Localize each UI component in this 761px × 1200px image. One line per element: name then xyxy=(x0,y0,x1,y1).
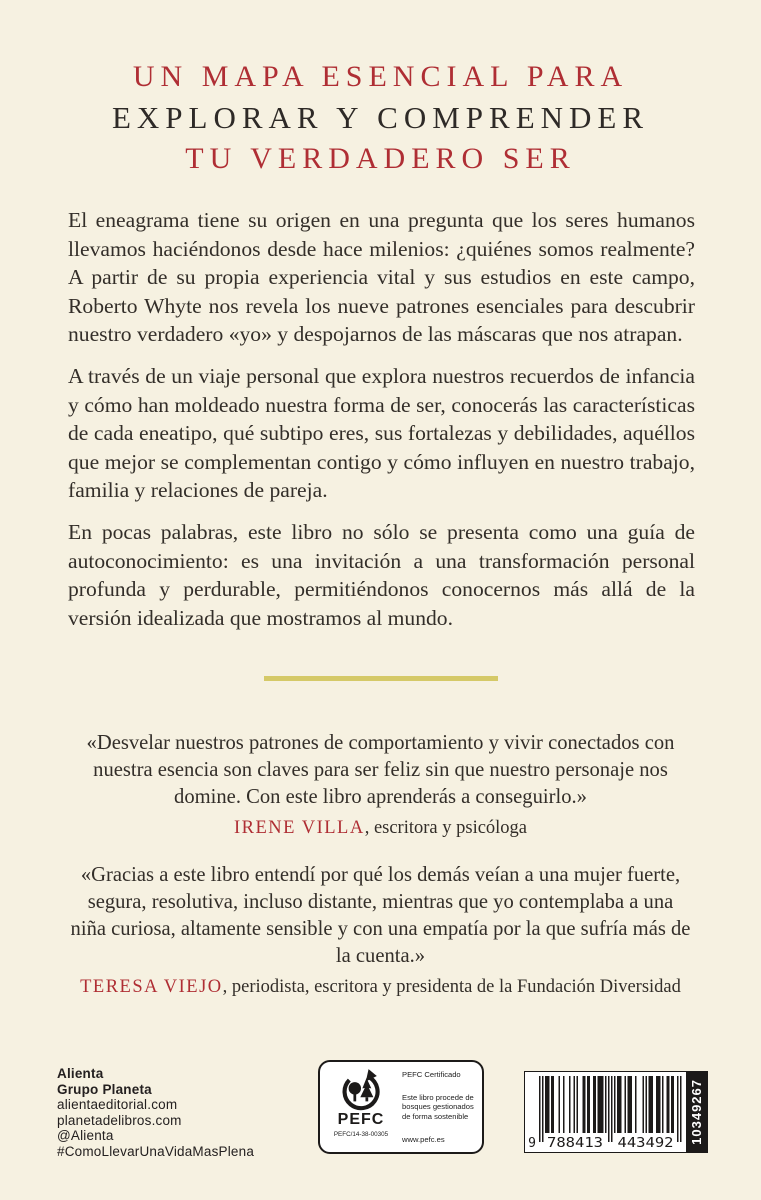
pefc-url: www.pefc.es xyxy=(402,1134,445,1144)
quote-attribution xyxy=(71,975,691,999)
pefc-certified-label: PEFC Certificado xyxy=(402,1070,461,1079)
section-divider xyxy=(264,676,498,681)
ean-barcode-svg xyxy=(528,1075,686,1151)
svg-text:9: 9 xyxy=(528,1136,536,1151)
headline-line-1: UN MAPA ESENCIAL PARA xyxy=(132,60,629,93)
quote-attribution xyxy=(71,816,691,840)
quote-author-name: TERESA VIEJO xyxy=(80,977,223,998)
publisher-website-2: planetadelibros.com xyxy=(57,1112,182,1128)
publisher-social-handle: @Alienta xyxy=(57,1128,114,1143)
headline-line-2: EXPLORAR Y COMPRENDER xyxy=(111,100,650,135)
pefc-claim: Este libro procede de bosques gestionados de forma sostenible xyxy=(402,1092,474,1121)
pefc-wordmark: PEFC xyxy=(337,1111,385,1128)
pefc-text-column xyxy=(394,1067,476,1148)
synopsis-paragraph-2: A través de un viaje personal que explora nuestros recuerdos de infancia y cómo han moldeado nuestra forma de ser, conocerás las características de cada eneatipo, qué subtipo eres, sus fortalezas y debilidades, aquéllos que mejor se complementan contigo y cómo influyen en nuestro trabajo, familia y relaciones de pareja. xyxy=(68,363,695,503)
publisher-website-1: alientaeditorial.com xyxy=(57,1097,178,1112)
endorsement-quote-1 xyxy=(71,730,691,840)
synopsis-paragraph-1: El eneagrama tiene su origen en una pregunta que los seres humanos llevamos haciéndonos desde hace milenios: ¿quiénes somos realmente? A partir de su propia experiencia vital y sus estudios en este campo, Roberto Whyte nos revela los nueve patrones esenciales para descubrir nuestro verdadero «yo» y despojarnos de las máscaras que nos atrapan. xyxy=(68,208,695,347)
svg-text:788413: 788413 xyxy=(547,1136,603,1151)
quote-author-role: , periodista, escritora y presidenta de la Fundación Diversidad xyxy=(222,977,681,998)
quote-author-name: IRENE VILLA xyxy=(233,818,365,839)
synopsis xyxy=(68,206,695,632)
quote-author-role: , escritora y psicóloga xyxy=(364,818,528,839)
publisher-brand: Alienta xyxy=(57,1066,104,1081)
barcode-side-code: 10349267 xyxy=(689,1079,704,1145)
synopsis-paragraph-3: En pocas palabras, este libro no sólo se presenta como una guía de autoconocimiento: es una invitación a una transformación personal profunda y perdurable, permitiéndonos conocernos más allá de la versión idealizada que mostramos al mundo. xyxy=(68,519,695,630)
publisher-block xyxy=(57,1066,254,1159)
quote-text: «Desvelar nuestros patrones de comportamiento y vivir conectados con nuestra esencia son claves para ser feliz sin que nuestro personaje nos domine. Con este libro aprenderás a conseguirlo.» xyxy=(86,732,675,809)
barcode-side-strip xyxy=(686,1072,707,1152)
headline xyxy=(0,0,761,179)
pefc-license-number: PEFC/14-38-00305 xyxy=(333,1131,389,1138)
pefc-logo-icon xyxy=(338,1067,384,1111)
svg-text:443492: 443492 xyxy=(617,1136,674,1151)
isbn-barcode xyxy=(524,1071,708,1153)
barcode-bars xyxy=(525,1072,686,1152)
pefc-logo-column xyxy=(328,1067,394,1148)
endorsement-quote-2 xyxy=(71,862,691,999)
quote-text: «Gracias a este libro entendí por qué los demás veían a una mujer fuerte, segura, resolutiva, incluso distante, mientras que yo contemplaba a una niña curiosa, altamente sensible y con una empatía por la que sufría más de la cuenta.» xyxy=(70,864,691,968)
headline-line-3: TU VERDADERO SER xyxy=(185,142,576,175)
publisher-hashtag: #ComoLlevarUnaVidaMasPlena xyxy=(57,1143,255,1159)
publisher-group: Grupo Planeta xyxy=(57,1081,152,1097)
pefc-certification-box xyxy=(318,1060,484,1154)
endorsements xyxy=(0,730,761,999)
